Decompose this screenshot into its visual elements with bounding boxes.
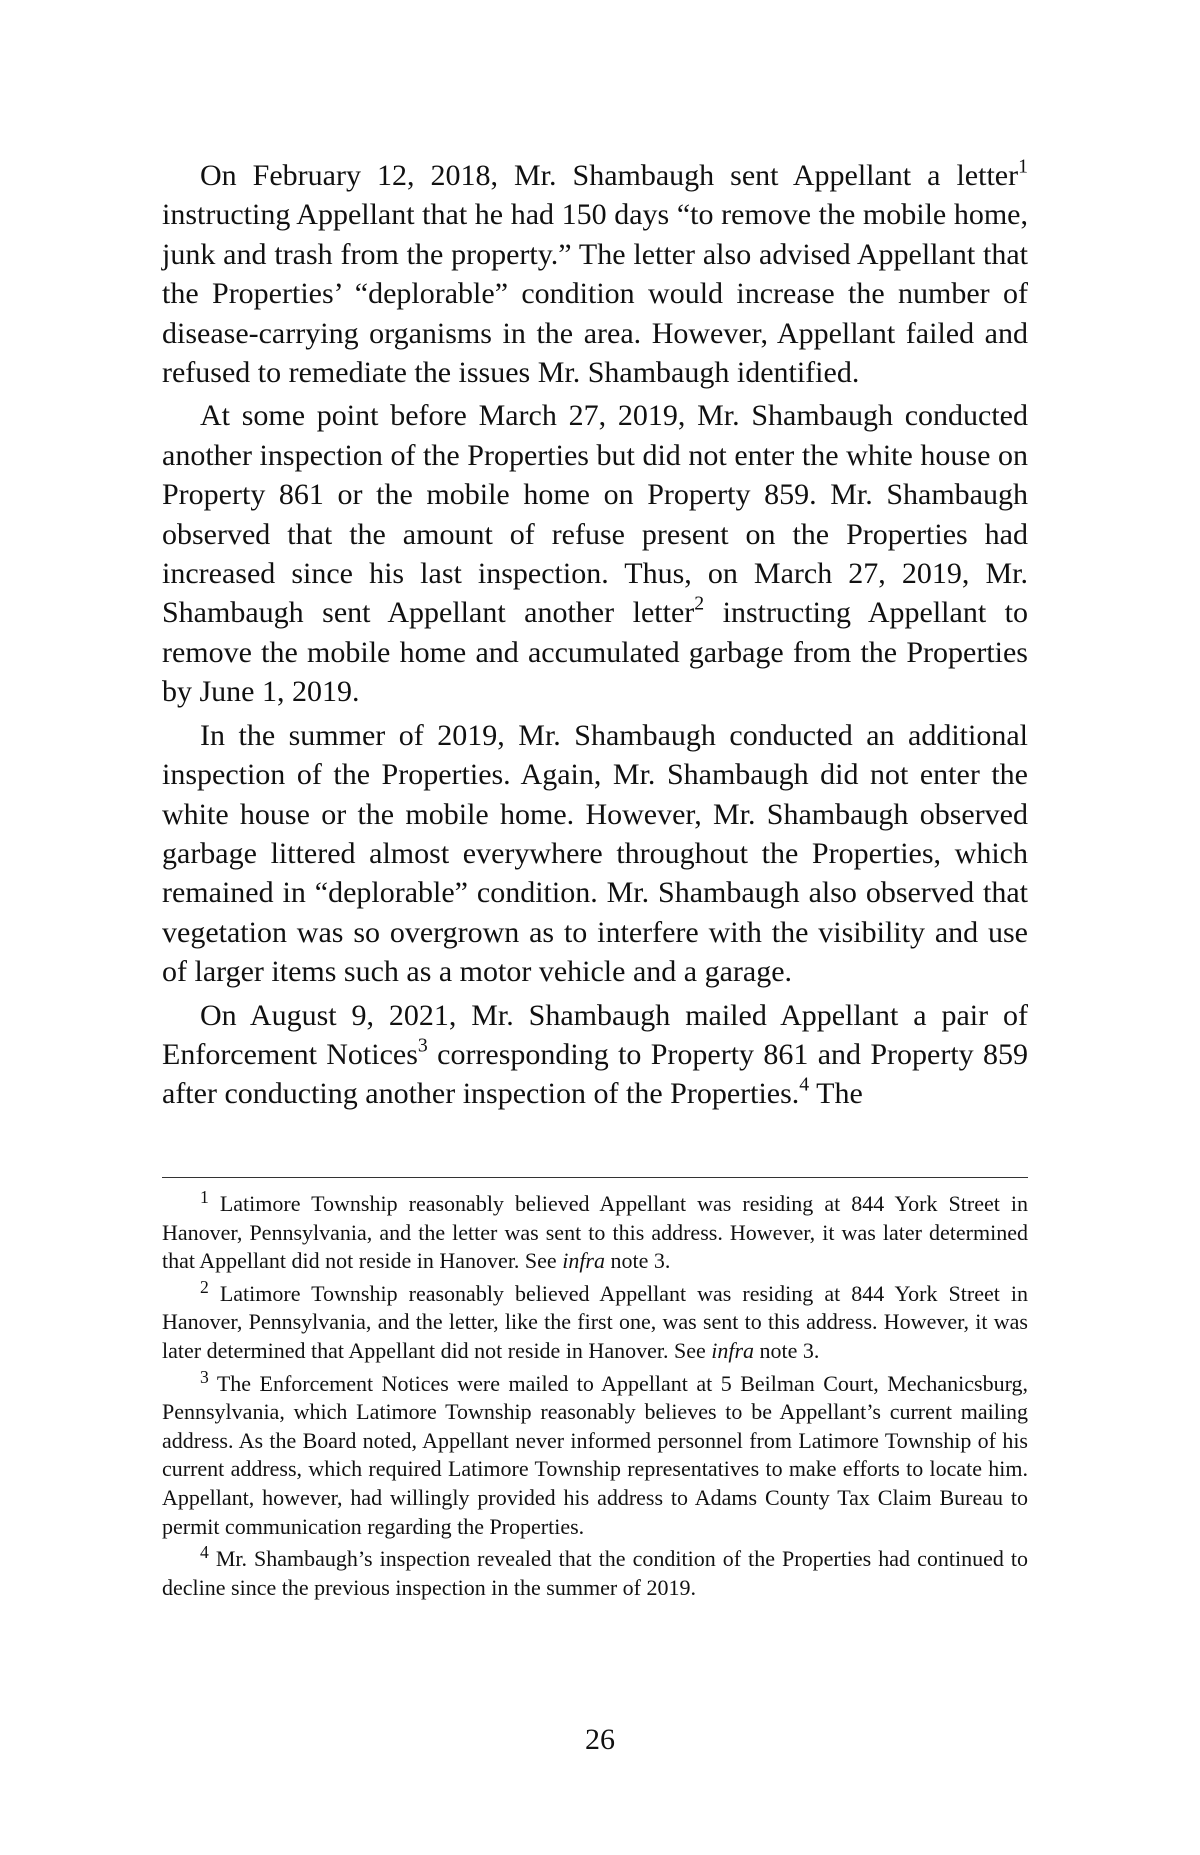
footnote-text-end: note 3.	[605, 1248, 671, 1274]
footnote-number: 1	[200, 1187, 209, 1208]
footnote-emphasis: infra	[562, 1248, 605, 1274]
paragraph-1-text-cont: instructing Appellant that he had 150 days “to remove the mobile home, junk and trash from the property.” The letter also advised Appellant that the Properties’ “deplorable” condition would increase the number of disease-carrying organisms in the area. However, Appellant failed and refused to remediate the issues Mr. Shambaugh identified.	[162, 198, 1028, 390]
paragraph-3: In the summer of 2019, Mr. Shambaugh conducted an additional inspection of the Properties. Again, Mr. Shambaugh did not enter the white house or the mobile home. However, Mr. Shambaugh observed garbage littered almost everywhere throughout the Properties, which remained in “deplorable” condition. Mr. Shambaugh also observed that vegetation was so overgrown as to interfere with the visibility and use of larger items such as a motor vehicle and a garage.	[162, 718, 1028, 989]
footnote-text: The Enforcement Notices were mailed to Appellant at 5 Beilman Court, Mechanicsburg, Pennsylvania, which Latimore Township reasonably believes to be Appellant’s current mailing address. As the Board noted, Appellant never informed personnel from Latimore Township of his current address, which required Latimore Township representatives to make efforts to locate him. Appellant, however, had willingly provided his address to Adams County Tax Claim Bureau to permit communication regarding the Properties.	[162, 1370, 1028, 1539]
footnote-ref-4: 4	[799, 1074, 810, 1097]
paragraph-2-text: At some point before March 27, 2019, Mr. Shambaugh conducted another inspection of the Properties but did not enter the white house on Property 861 or the mobile home on Property 859. Mr. Shambaugh observed that the amount of refuse present on the Properties had increased since his last inspection. Thus, on March 27, 2019, Mr. Shambaugh sent Appellant another letter	[162, 399, 1028, 630]
footnote-ref-3: 3	[417, 1034, 428, 1057]
paragraph-2	[162, 396, 1028, 711]
footnote-ref-1: 1	[1018, 155, 1028, 178]
paragraph-1	[162, 156, 1028, 392]
footnote-4	[162, 1542, 1028, 1602]
footnote-divider	[162, 1177, 1028, 1178]
footnote-text: Mr. Shambaugh’s inspection revealed that the condition of the Properties had continued to decline since the previous inspection in the summer of 2019.	[162, 1546, 1028, 1600]
footnote-1	[162, 1187, 1028, 1276]
footnote-ref-2: 2	[694, 593, 705, 616]
paragraph-4	[162, 996, 1028, 1114]
footnote-text: Latimore Township reasonably believed Appellant was residing at 844 York Street in Hanover, Pennsylvania, and the letter, like the first one, was sent to this address. However, it was later determined that Appellant did not reside in Hanover. See	[162, 1280, 1028, 1363]
paragraph-4-text: On August 9, 2021, Mr. Shambaugh mailed Appellant a pair of Enforcement Notices	[162, 998, 1028, 1071]
footnote-text: Latimore Township reasonably believed Appellant was residing at 844 York Street in Hanover, Pennsylvania, and the letter was sent to this address. However, it was later determined that Appellant did not reside in Hanover. See	[162, 1191, 1028, 1274]
footnotes	[162, 1187, 1028, 1606]
footnote-2	[162, 1276, 1028, 1366]
footnote-number: 4	[200, 1542, 209, 1563]
footnote-text-end: note 3.	[754, 1337, 820, 1363]
paragraph-4-text-cont: corresponding to Property 861 and Property 859 after conducting another inspection of the Properties.	[162, 1037, 1029, 1111]
paragraph-1-text: On February 12, 2018, Mr. Shambaugh sent Appellant a letter	[200, 159, 1019, 192]
paragraph-2-text-cont: instructing Appellant to remove the mobile home and accumulated garbage from the Properties by June 1, 2019.	[162, 596, 1028, 709]
footnote-3	[162, 1366, 1028, 1542]
paragraph-4-text-end: The	[809, 1077, 863, 1111]
footnote-emphasis: infra	[711, 1337, 755, 1363]
footnote-number: 3	[200, 1366, 209, 1387]
page-number: 26	[585, 1723, 615, 1756]
body-text	[162, 156, 1028, 1118]
footnote-number: 2	[200, 1276, 209, 1297]
